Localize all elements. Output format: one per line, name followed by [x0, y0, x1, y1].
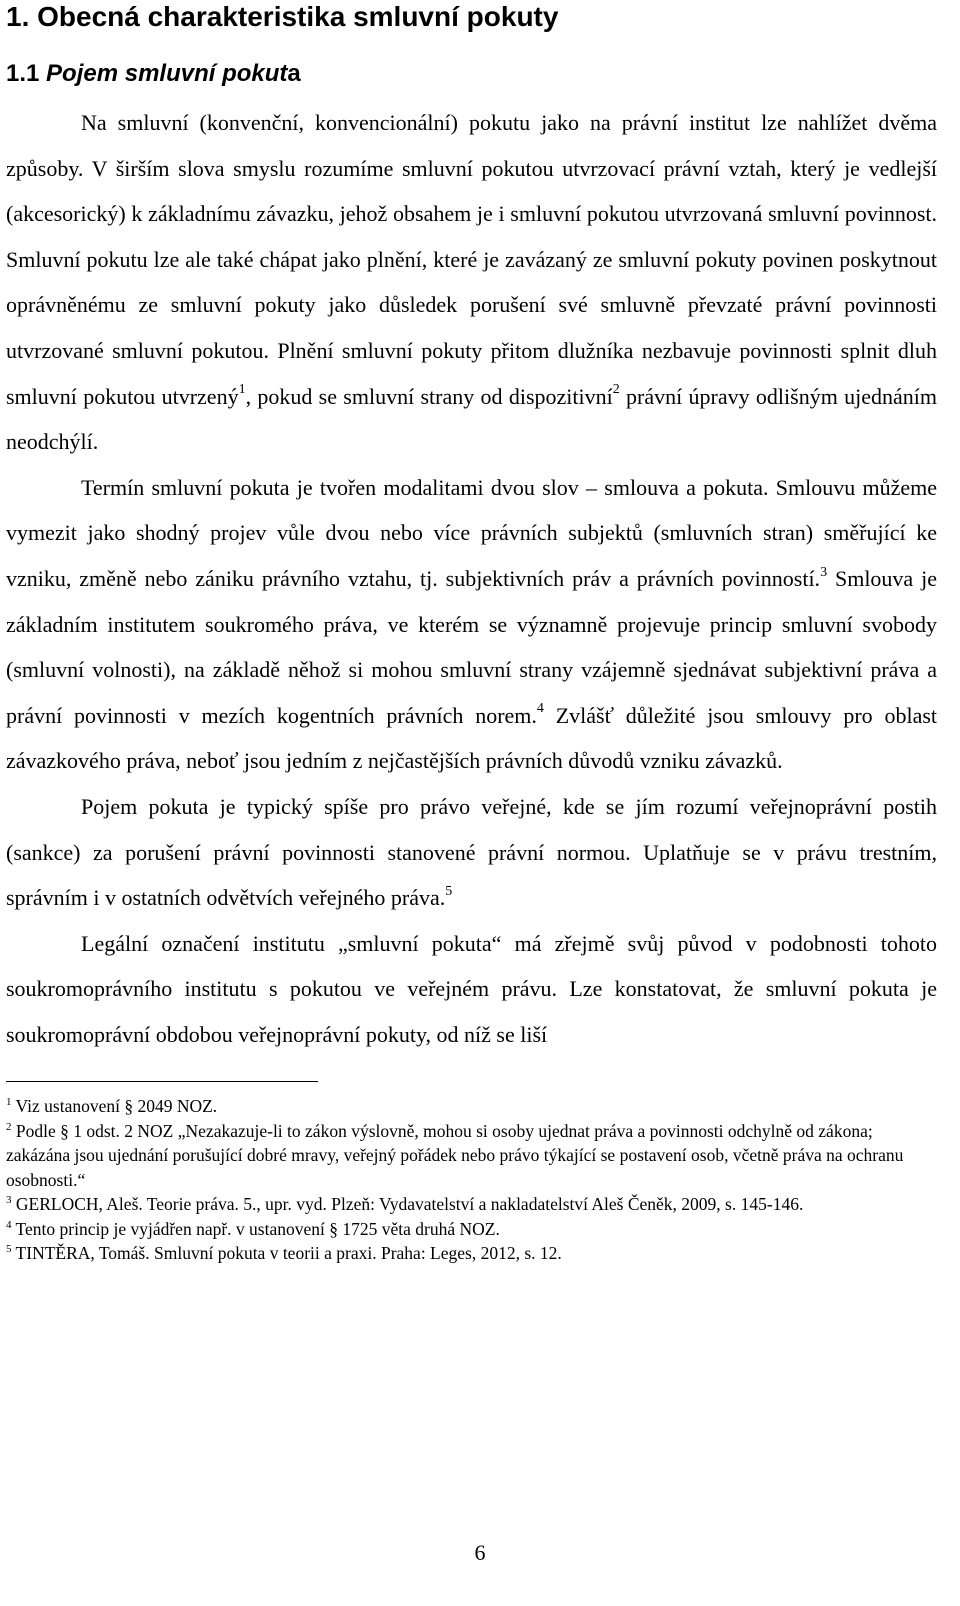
paragraph-3 [6, 784, 937, 921]
footnote-ref-1: 1 [238, 382, 246, 398]
page-number: 6 [474, 1540, 486, 1565]
paragraph-3-text: Pojem pokuta je typický spíše pro právo veřejné, kde se jím rozumí veřejnoprávní postih (sankce) za porušení právní povinnosti stanovené právní normou. Uplatňuje se v právu trestním, správním i v ostatních odvětvích veřejného práva. [6, 793, 937, 911]
footnote-text: Podle § 1 odst. 2 NOZ „Nezakazuje-li to zákon výslovně, mohou si osoby ujednat práva a povinnosti odchylně od zákona; zakázána jsou ujednání porušující dobré mravy, veřejný pořádek nebo právo týkající se postavení osob, včetně práva na ochranu osobnosti.“ [6, 1120, 904, 1190]
footnote-number: 5 [6, 1243, 12, 1256]
footnote-ref-2: 2 [612, 382, 620, 398]
paragraph-2 [6, 465, 937, 784]
section-heading [6, 59, 937, 89]
paragraph-1 [6, 100, 937, 465]
paragraph-1-text-a: Na smluvní (konvenční, konvencionální) pokutu jako na právní institut lze nahlížet dvěma způsoby. V širším slova smyslu rozumíme smluvní pokutou utvrzovací právní vztah, který je vedlejší (akcesorický) k základnímu závazku, jehož obsahem je i smluvní pokutou utvrzovaná smluvní povinnost. Smluvní pokutu lze ale také chápat jako plnění, které je zavázaný ze smluvní pokuty povinen poskytnout oprávněnému ze smluvní pokuty jako důsledek porušení své smluvně převzaté právní povinnosti utvrzované smluvní pokutou. Plnění smluvní pokuty přitom dlužníka nezbavuje povinnosti splnit dluh smluvní pokutou utvrzený [6, 110, 937, 409]
paragraph-1-text-c: právní úpravy odlišným ujednáním neodchýlí. [6, 383, 937, 455]
footnote-number: 1 [6, 1096, 12, 1109]
footnote [6, 1192, 937, 1217]
chapter-heading: 1. Obecná charakteristika smluvní pokuty [6, 1, 559, 32]
paragraph-2-text-c: Zvlášť důležité jsou smlouvy pro oblast závazkového práva, neboť jsou jedním z nejčastějších právních důvodů vzniku závazků. [6, 702, 938, 774]
footnote [6, 1217, 937, 1242]
footnote-text: TINTĚRA, Tomáš. Smluvní pokuta v teorii a praxi. Praha: Leges, 2012, s. 12. [11, 1243, 562, 1264]
document-page [6, 0, 937, 1266]
footnote-number: 2 [6, 1121, 12, 1134]
footnote-ref-3: 3 [820, 564, 828, 580]
footnote-ref-4: 4 [536, 701, 544, 717]
footnote [6, 1241, 937, 1266]
footnote-ref-5: 5 [445, 883, 453, 899]
section-title-italic: Pojem smluvní pokut [46, 60, 288, 87]
footnote-text: Viz ustanovení § 2049 NOZ. [11, 1096, 218, 1117]
footnote-number: 4 [6, 1219, 12, 1232]
paragraph-2-text-a: Termín smluvní pokuta je tvořen modalitami dvou slov – smlouva a pokuta. Smlouvu můžeme vymezit jako shodný projev vůle dvou nebo více právních subjektů (smluvních stran) směřující ke vzniku, změně nebo zániku právního vztahu, tj. subjektivních práv a právních povinností. [6, 474, 937, 591]
footnotes [6, 1094, 937, 1266]
paragraph-1-text-b: , pokud se smluvní strany od dispozitivní [245, 383, 613, 409]
section-number: 1.1 [6, 60, 40, 87]
section-title-tail: a [287, 60, 301, 87]
footnote-text: GERLOCH, Aleš. Teorie práva. 5., upr. vyd. Plzeň: Vydavatelství a nakladatelství Aleš Čeněk, 2009, s. 145-146. [11, 1194, 804, 1215]
paragraph-2-text-b: Smlouva je základním institutem soukromého práva, ve kterém se významně projevuje princip smluvní svobody (smluvní volnosti), na základě něhož si mohou smluvní strany vzájemně sjednávat subjektivní práva a právní povinnosti v mezích kogentních právních norem. [6, 565, 937, 728]
footnote [6, 1119, 937, 1193]
footnote-text: Tento princip je vyjádřen např. v ustanovení § 1725 věta druhá NOZ. [11, 1218, 500, 1239]
paragraph-4: Legální označení institutu „smluvní pokuta“ má zřejmě svůj původ v podobnosti tohoto soukromoprávního institutu s pokutou ve veřejném právu. Lze konstatovat, že smluvní pokuta je soukromoprávní obdobou veřejnoprávní pokuty, od níž se liší [6, 930, 937, 1047]
footnote-separator [6, 1081, 318, 1082]
footnote-number: 3 [6, 1194, 12, 1207]
footnote [6, 1094, 937, 1119]
